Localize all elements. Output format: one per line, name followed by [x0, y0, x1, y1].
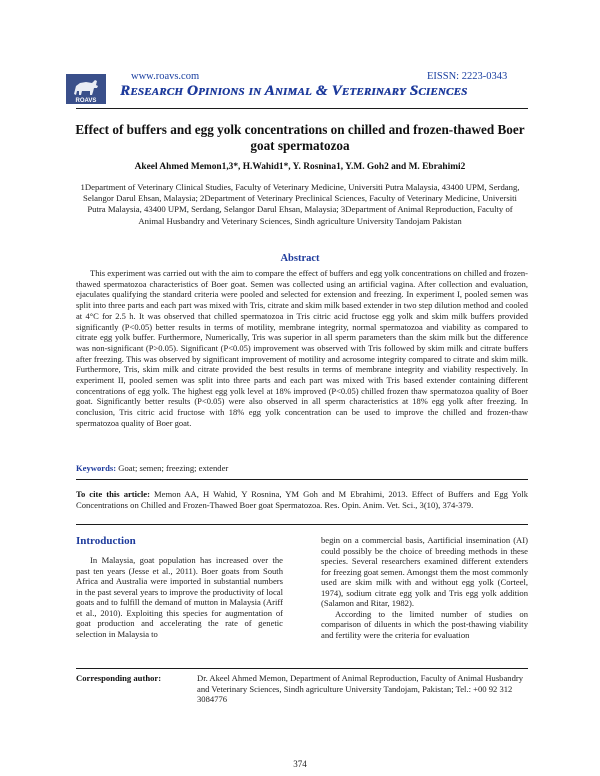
citation-block: [76, 489, 528, 510]
keywords-value: Goat; semen; freezing; extender: [118, 463, 229, 473]
author-list: Akeel Ahmed Memon1,3*, H.Wahid1*, Y. Rosnina1, Y.M. Goh2 and M. Ebrahimi2: [134, 162, 466, 172]
goat-logo-icon: [66, 74, 106, 104]
journal-name: Research Opinions in Animal & Veterinary Sciences: [120, 83, 468, 99]
cite-label: To cite this article:: [76, 489, 150, 499]
abstract-text: This experiment was carried out with the aim to compare the effect of buffers and egg yolk concentrations on chilled and frozen-thawed spermatozoa characteristics of Boer goat. Semen was collected using an artificial vagina. After collection and evaluation, ejaculates qualifying the standard criteria were pooled and selected for extension and freezing. In experiment I, pooled semen was split into three parts and each part was mixed with Tris, citrate and skim milk based extender in two step dilution method and cooled at 4°C for 2.5 h. It was observed that chilled spermatozoa in Tris citric acid fructose egg yolk and skim milk buffers provided significantly (P<0.05) better results in terms of motility, membrane integrity, normal spermatozoa and viability as compared to citrate egg yolk buffer. Furthermore, Numerically, Tris was superior in all sperm parameters than the skim milk but the difference was non-significant (P>0.05). Significant (P<0.05) improvement was observed with Tris followed by skim milk and citrate buffers after freezing. This was observed by significant improvement of motility and acrosome integrity compared to citrate and skim milk. Furthermore, Tris, skim milk and citrate provided the best results in terms of membrane integrity and viability respectively. In experiment II, pooled semen was split into three parts and each part was mixed with Tris based extender containing different concentrations of egg yolk. The highest egg yolk level at 18% improved (P<0.05) chilled frozen thaw spermatozoa quality of Boer goat. Significantly better results (P<0.05) were also observed in all sperm characteristics at 18% egg yolk after freezing. In conclusion, Tris citric acid fructose with 18% egg yolk concentration can be used to improve the chilled and frozen-thaw spermatozoa quality of Boer goat.: [76, 268, 528, 428]
header-divider: [76, 108, 528, 109]
intro-right-paragraph-1: begin on a commercial basis, Aartificial insemination (AI) could possibly be the choice of breeding methods in these species. Several researchers examined different extenders for freezing goat semen. Amongst them the most commonly used are skim milk with and without egg yolk (Corteel, 1974), sodium citrate egg yolk and Tris egg yolk addition (Salamon and Ritar, 1982).: [321, 535, 528, 608]
journal-logo: [66, 74, 106, 104]
corr-label: Corresponding author:: [76, 673, 162, 683]
journal-url[interactable]: www.roavs.com: [131, 71, 200, 82]
cite-bottom-divider: [76, 524, 528, 525]
page-number: 374: [293, 759, 307, 769]
keywords-label: Keywords:: [76, 463, 117, 473]
intro-left-paragraph: In Malaysia, goat population has increased over the past ten years (Jesse et al., 2011). Boer goats from South Africa and Australia were imported in substantial numbers in the past several years to improve the productivity of local goats and to fulfill the demand of mutton in Malaysia (Ariff et al., 2010). Exploiting this species for augmentation of goat production and accelerating the rate of genetic selection in Malaysia to: [76, 555, 283, 639]
keywords-line: [76, 463, 228, 473]
abstract-heading: Abstract: [280, 253, 320, 264]
introduction-heading: Introduction: [76, 535, 136, 547]
article-title: Effect of buffers and egg yolk concentrations on chilled and frozen-thawed Boer goat spermatozoa: [75, 122, 525, 153]
corr-text: Dr. Akeel Ahmed Memon, Department of Animal Reproduction, Faculty of Animal Husbandry and Veterinary Sciences, Sindh agriculture University Tandojam, Pakistan; Tel.: +00 92 312 3084776: [197, 673, 524, 705]
corresponding-author: [76, 673, 528, 705]
journal-issn: EISSN: 2223-0343: [427, 71, 508, 82]
intro-right-column: [321, 535, 528, 640]
intro-right-paragraph-2: According to the limited number of studies on comparison of diluents in which the post-thawing viability and fertility were the criteria for evaluation: [321, 608, 528, 640]
intro-left-column: [76, 555, 283, 639]
logo-text: ROAVS: [75, 98, 97, 104]
cite-top-divider: [76, 479, 528, 480]
footer-divider: [76, 668, 528, 669]
cite-text: Memon AA, H Wahid, Y Rosnina, YM Goh and M Ebrahimi, 2013. Effect of Buffers and Egg Yolk Concentrations on Chilled and Frozen-Thawed Boer goat Spermatozoa. Res. Opin. Anim. Vet. Sci., 3(10), 374-379.: [76, 489, 528, 510]
affiliations: 1Department of Veterinary Clinical Studies, Faculty of Veterinary Medicine, Universiti Putra Malaysia, 43400 UPM, Serdang, Selangor Darul Ehsan, Malaysia; 2Department of Veterinary Preclinical Sciences, Faculty of Veterinary Medicine, Universiti Putra Malaysia, 43400 UPM, Serdang, Selangor Darul Ehsan, Malaysia; 3Department of Animal Reproduction, Faculty of Animal Husbandry and Veterinary Sciences, Sindh agriculture University Tandojam Pakistan: [80, 182, 520, 226]
